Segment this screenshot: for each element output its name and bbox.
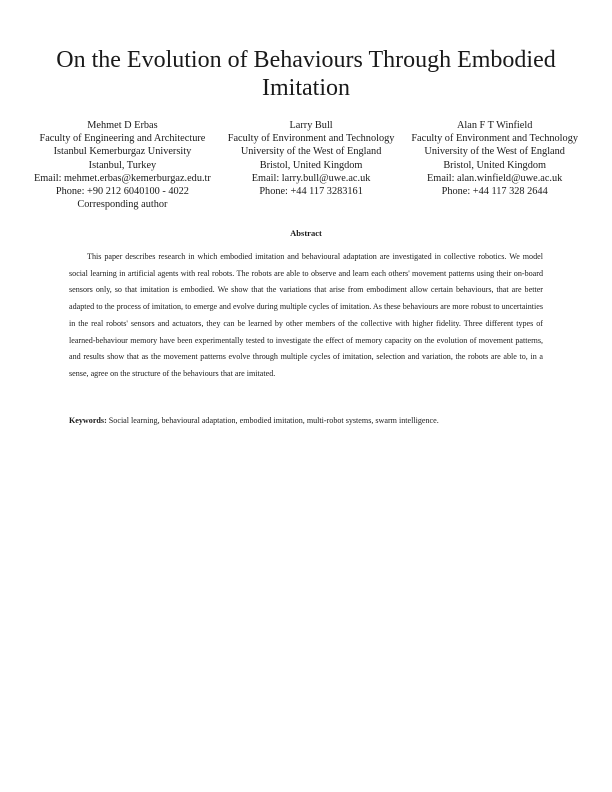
author-affiliation: Faculty of Environment and Technology [411, 133, 578, 145]
author-location: Istanbul, Turkey [88, 159, 157, 171]
keywords-label: Keywords: [69, 416, 107, 425]
author-email: Email: alan.winfield@uwe.ac.uk [427, 172, 563, 184]
abstract-heading: Abstract [290, 228, 322, 238]
author-note: Corresponding author [77, 199, 168, 211]
keywords-text: Social learning, behavioural adaptation, embodied imitation, multi-robot systems, swarm intelligence. [108, 416, 439, 425]
author-name: Mehmet D Erbas [87, 120, 158, 131]
paper-title [30, 46, 582, 102]
author-phone: Phone: +90 212 6040100 - 4022 [55, 186, 189, 198]
author-institution: University of the West of England [240, 146, 382, 158]
abstract-paragraph: This paper describes research in which embodied imitation and behavioural adaptation are investigated in collective robotics. We model social learning in artificial agents with real robots. The robots are able to observe and learn each others' movement patterns using their on-board sensors only, so that imitation is embodied. We show that the variations that arise from embodiment allow certain behaviours, that are better adapted to the process of imitation, to emerge and evolve during multiple cycles of imitation. As these behaviours are more robust to uncertainties in the real robots' sensors and actuators, they can be learned by other members of the collective with higher fidelity. Three different types of learned-behaviour memory have been experimentally tested to investigate the effect of memory capacity on the evolution of movement patterns, and results show that as the movement patterns evolve through multiple cycles of imitation, selection and variation, the robots are able to, in a sense, agree on the structure of the behaviours that are imitated. [69, 252, 543, 378]
author-affiliation: Faculty of Engineering and Architecture [39, 133, 206, 145]
author-phone: Phone: +44 117 328 2644 [441, 186, 548, 198]
author-block [411, 119, 578, 211]
author-email: Email: larry.bull@uwe.ac.uk [251, 172, 371, 184]
author-affiliation: Faculty of Environment and Technology [227, 133, 395, 145]
author-email: Email: mehmet.erbas@kemerburgaz.edu.tr [34, 172, 211, 184]
author-institution: Istanbul Kemerburgaz University [53, 146, 192, 158]
author-block [228, 119, 395, 211]
author-list [34, 119, 578, 211]
title-line-2: Imitation [262, 75, 350, 101]
author-location: Bristol, United Kingdom [443, 159, 546, 171]
author-institution: University of the West of England [424, 146, 565, 158]
author-phone: Phone: +44 117 3283161 [259, 186, 363, 198]
abstract-body [69, 249, 543, 383]
author-block [34, 119, 211, 211]
author-name: Larry Bull [289, 120, 333, 131]
title-line-1: On the Evolution of Behaviours Through Embodied [56, 47, 556, 73]
author-location: Bristol, United Kingdom [259, 159, 363, 171]
author-name: Alan F T Winfield [456, 120, 533, 131]
keywords [69, 416, 543, 425]
